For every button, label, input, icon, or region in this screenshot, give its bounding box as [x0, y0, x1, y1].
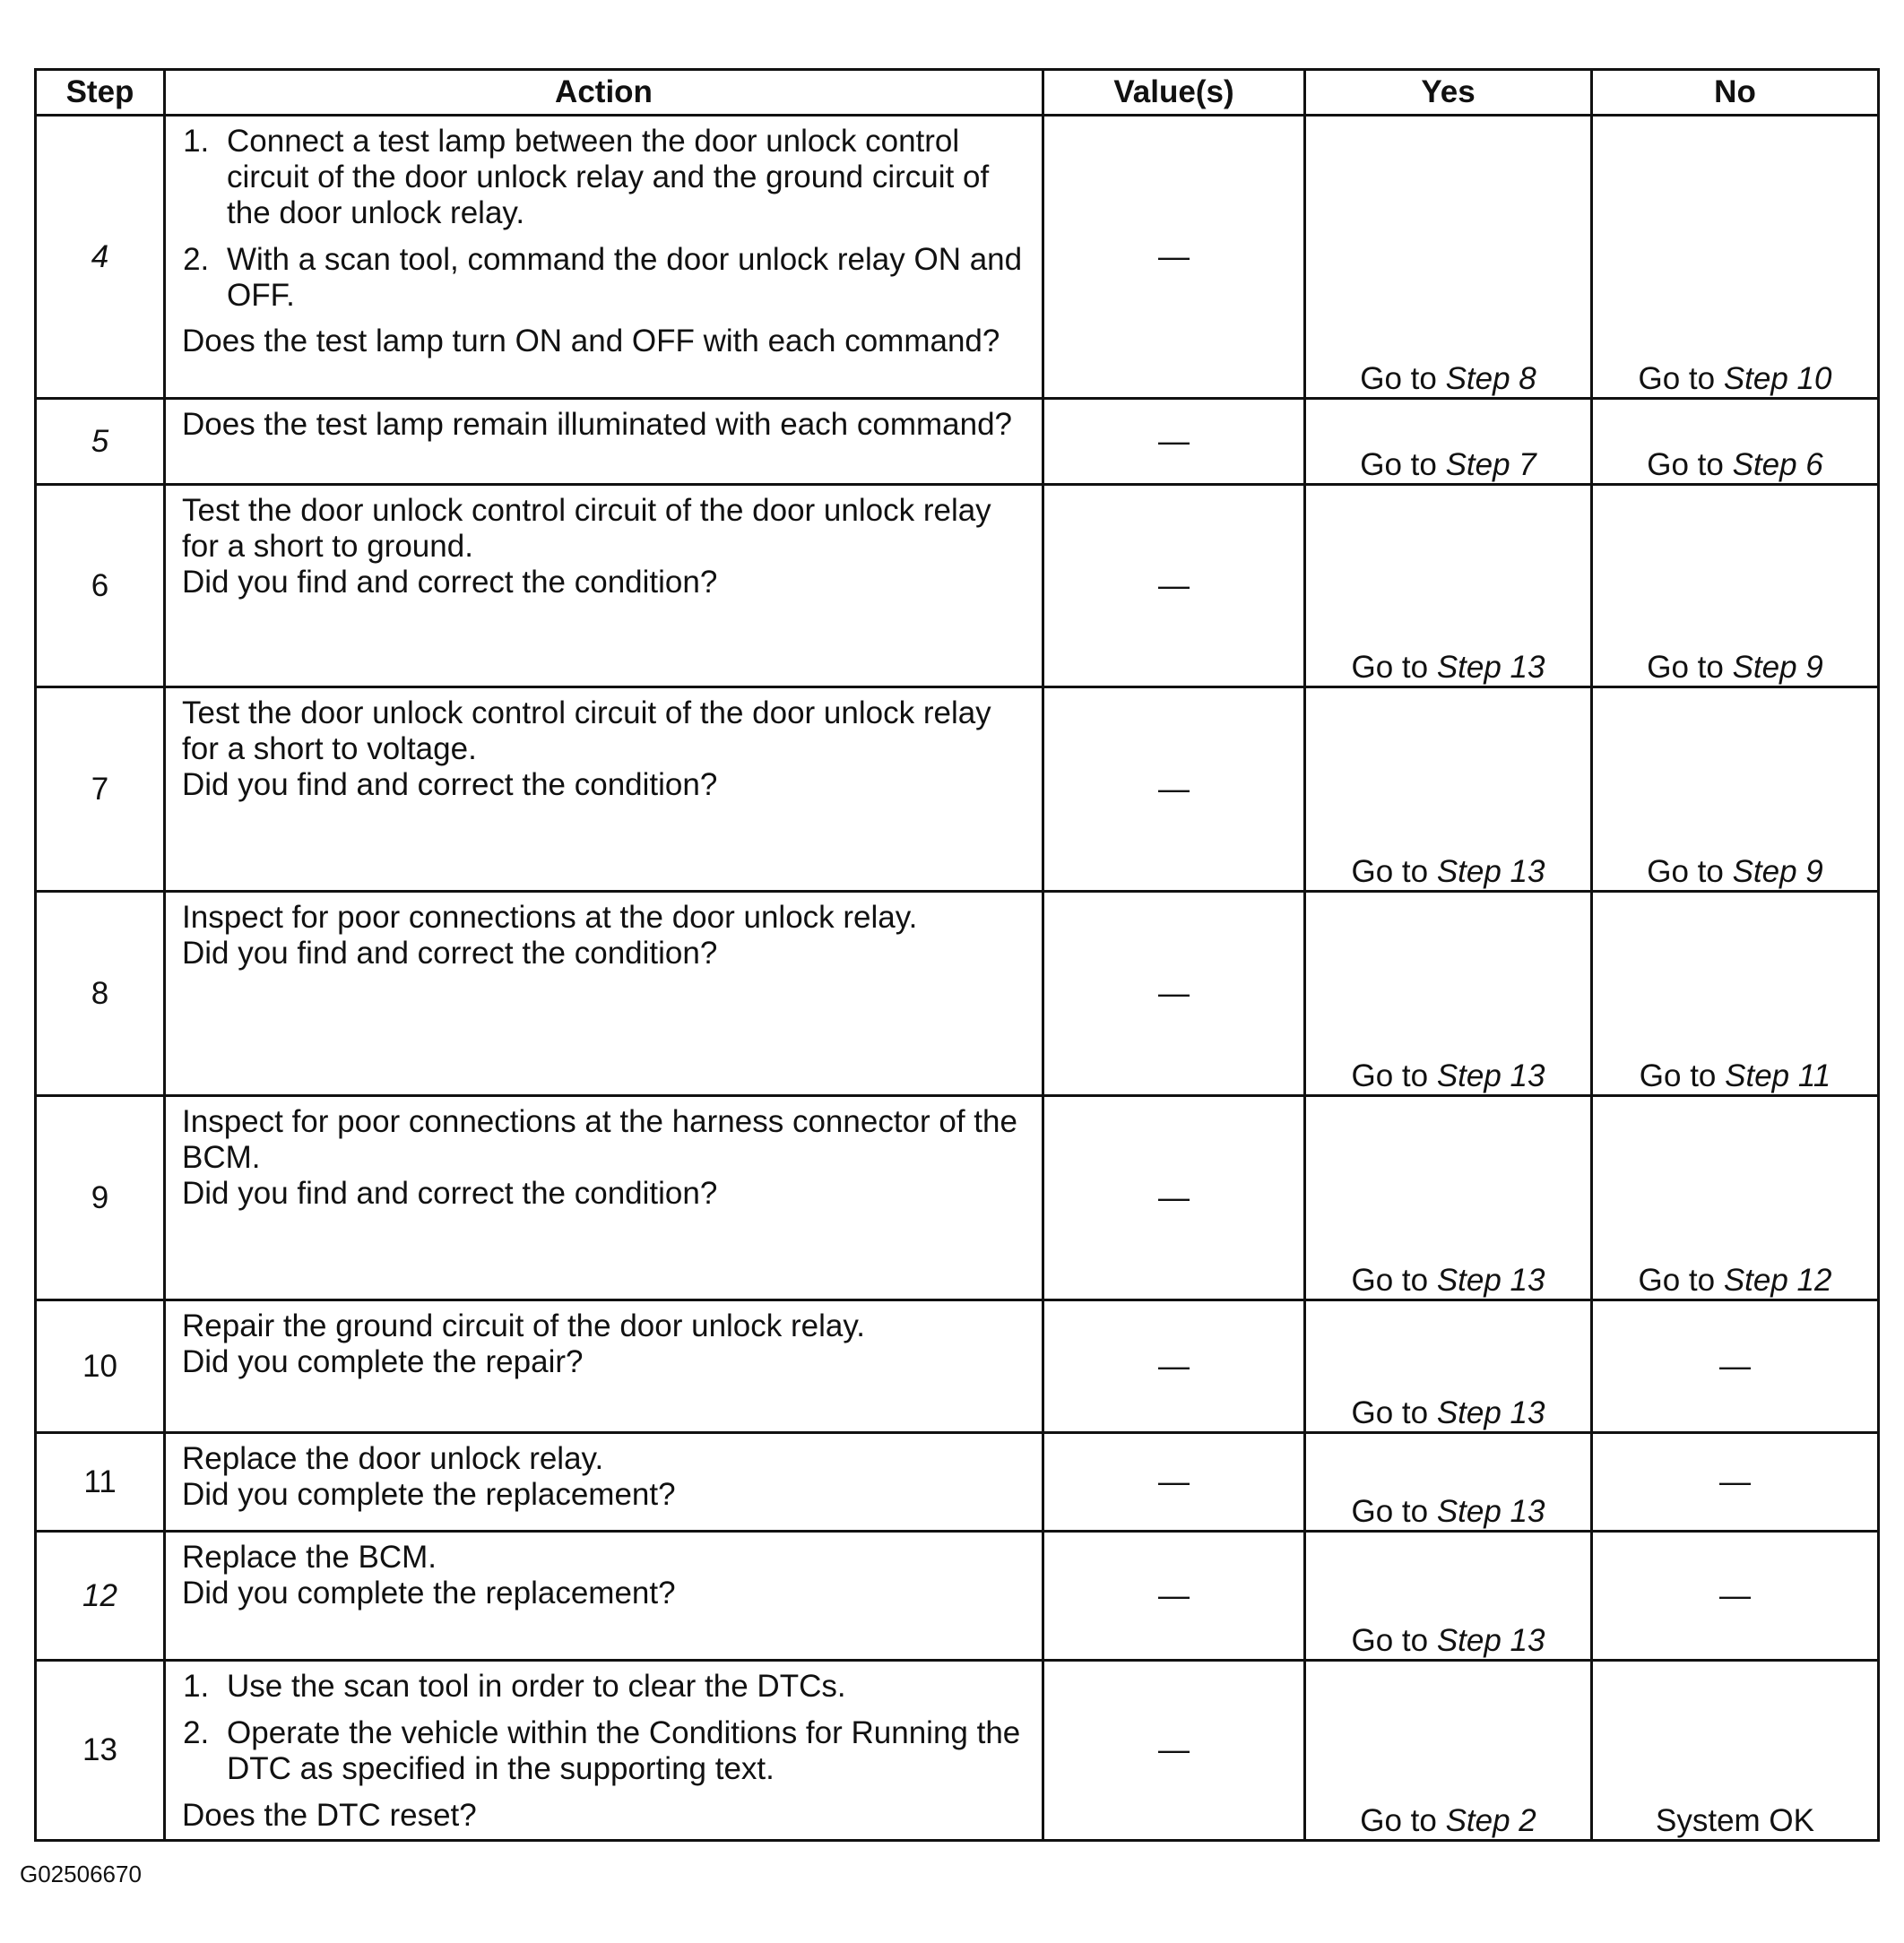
yes-result	[1305, 399, 1592, 485]
no-result	[1592, 892, 1879, 1096]
table-row	[36, 1532, 1879, 1661]
table-row	[36, 1661, 1879, 1841]
no-step-ref: Step 12	[1723, 1263, 1832, 1299]
question-text: Did you complete the replacement?	[182, 1575, 676, 1611]
no-result	[1592, 399, 1879, 485]
yes-result-text: Go to	[1351, 1395, 1437, 1431]
yes-result	[1305, 1532, 1592, 1661]
question-text: Does the test lamp turn ON and OFF with each command?	[182, 324, 1000, 359]
header-step: Step	[36, 70, 165, 116]
yes-result-text: Go to	[1360, 447, 1446, 483]
value-cell: —	[1043, 1300, 1305, 1433]
no-result-text: Go to	[1647, 447, 1733, 483]
no-result-text: —	[1719, 1464, 1751, 1499]
question-text: Did you complete the replacement?	[182, 1476, 676, 1512]
no-result	[1592, 1532, 1879, 1661]
header-row	[36, 70, 1879, 116]
question-text: Did you find and correct the condition?	[182, 935, 718, 971]
no-step-ref: Step 10	[1723, 361, 1832, 397]
value-cell: —	[1043, 116, 1305, 399]
no-result-text: Go to	[1638, 361, 1724, 397]
no-result	[1592, 1096, 1879, 1300]
instruction-text: Replace the BCM.	[182, 1540, 437, 1575]
header-yes: Yes	[1305, 70, 1592, 116]
yes-result	[1305, 1300, 1592, 1433]
yes-result	[1305, 892, 1592, 1096]
value-cell: —	[1043, 1661, 1305, 1841]
yes-result-text: Go to	[1351, 1494, 1437, 1530]
yes-result	[1305, 116, 1592, 399]
yes-step-ref: Step 13	[1436, 1263, 1545, 1299]
table-row	[36, 399, 1879, 485]
value-cell: —	[1043, 399, 1305, 485]
yes-step-ref: Step 8	[1445, 361, 1536, 397]
step-number: 11	[36, 1433, 165, 1532]
table-row	[36, 116, 1879, 399]
action-cell	[165, 1661, 1043, 1841]
yes-step-ref: Step 13	[1436, 854, 1545, 890]
no-result-text: Go to	[1639, 1058, 1726, 1094]
yes-result-text: Go to	[1360, 361, 1446, 397]
procedure-list	[182, 1669, 1029, 1787]
question-text: Does the DTC reset?	[182, 1797, 477, 1833]
instruction-text: Replace the door unlock relay.	[182, 1441, 604, 1476]
yes-step-ref: Step 13	[1436, 1395, 1545, 1431]
no-result	[1592, 1300, 1879, 1433]
procedure-item: 1. Connect a test lamp between the door unlock control circuit of the door unlock relay and the ground circuit of the door unlock relay.	[218, 124, 1029, 231]
action-cell	[165, 485, 1043, 687]
no-result	[1592, 1661, 1879, 1841]
step-number: 5	[36, 399, 165, 485]
question-text: Does the test lamp remain illuminated with each command?	[182, 407, 1012, 442]
yes-result	[1305, 1661, 1592, 1841]
table-row	[36, 687, 1879, 892]
value-cell: —	[1043, 485, 1305, 687]
no-result	[1592, 116, 1879, 399]
value-cell: —	[1043, 687, 1305, 892]
step-number: 9	[36, 1096, 165, 1300]
instruction-text: Test the door unlock control circuit of the door unlock relay for a short to ground.	[182, 493, 991, 564]
step-number: 6	[36, 485, 165, 687]
table-row	[36, 1433, 1879, 1532]
action-cell	[165, 1300, 1043, 1433]
action-cell	[165, 116, 1043, 399]
no-step-ref: Step 9	[1732, 854, 1823, 890]
step-number: 4	[36, 116, 165, 399]
no-result	[1592, 1433, 1879, 1532]
table-row	[36, 485, 1879, 687]
no-result	[1592, 687, 1879, 892]
table-row	[36, 1300, 1879, 1433]
no-result-text: Go to	[1647, 650, 1733, 686]
table-row	[36, 892, 1879, 1096]
instruction-text: Repair the ground circuit of the door unlock relay.	[182, 1308, 865, 1343]
yes-step-ref: Step 13	[1436, 650, 1545, 686]
question-text: Did you find and correct the condition?	[182, 1175, 718, 1211]
action-cell	[165, 892, 1043, 1096]
step-number: 8	[36, 892, 165, 1096]
yes-step-ref: Step 13	[1436, 1058, 1545, 1094]
no-result	[1592, 485, 1879, 687]
yes-step-ref: Step 13	[1436, 1623, 1545, 1659]
no-result-text: —	[1719, 1348, 1751, 1384]
value-cell: —	[1043, 892, 1305, 1096]
no-result-text: Go to	[1647, 854, 1733, 890]
step-number: 13	[36, 1661, 165, 1841]
instruction-text: Inspect for poor connections at the door unlock relay.	[182, 900, 918, 935]
yes-step-ref: Step 2	[1445, 1802, 1536, 1838]
yes-result-text: Go to	[1351, 854, 1437, 890]
yes-result-text: Go to	[1351, 1263, 1437, 1299]
header-no: No	[1592, 70, 1879, 116]
question-text: Did you find and correct the condition?	[182, 564, 718, 600]
no-result-text: Go to	[1638, 1263, 1724, 1299]
yes-result-text: Go to	[1351, 1058, 1437, 1094]
procedure-item: 2. Operate the vehicle within the Conditions for Running the DTC as specified in the supporting text.	[218, 1715, 1029, 1787]
action-cell	[165, 1433, 1043, 1532]
yes-result	[1305, 1433, 1592, 1532]
procedure-list	[182, 124, 1029, 313]
no-result-text: —	[1719, 1577, 1751, 1613]
value-cell: —	[1043, 1433, 1305, 1532]
step-number: 12	[36, 1532, 165, 1661]
yes-result-text: Go to	[1351, 650, 1437, 686]
action-cell	[165, 399, 1043, 485]
instruction-text: Inspect for poor connections at the harness connector of the BCM.	[182, 1104, 1017, 1175]
step-number: 10	[36, 1300, 165, 1433]
yes-result-text: Go to	[1360, 1802, 1446, 1838]
figure-code: G02506670	[20, 1861, 142, 1887]
procedure-item: 2. With a scan tool, command the door unlock relay ON and OFF.	[218, 242, 1029, 314]
action-cell	[165, 687, 1043, 892]
value-cell: —	[1043, 1532, 1305, 1661]
no-step-ref: Step 11	[1725, 1058, 1831, 1094]
yes-step-ref: Step 13	[1436, 1494, 1545, 1530]
no-step-ref: Step 9	[1732, 650, 1823, 686]
header-values: Value(s)	[1043, 70, 1305, 116]
yes-result	[1305, 687, 1592, 892]
procedure-item: 1. Use the scan tool in order to clear the DTCs.	[218, 1669, 1029, 1705]
step-number: 7	[36, 687, 165, 892]
header-action: Action	[165, 70, 1043, 116]
instruction-text: Test the door unlock control circuit of the door unlock relay for a short to voltage.	[182, 695, 991, 766]
table-row	[36, 1096, 1879, 1300]
yes-result	[1305, 1096, 1592, 1300]
action-cell	[165, 1096, 1043, 1300]
value-cell: —	[1043, 1096, 1305, 1300]
yes-result	[1305, 485, 1592, 687]
diagnostic-table	[34, 68, 1880, 1842]
no-step-ref: Step 6	[1732, 447, 1823, 483]
action-cell	[165, 1532, 1043, 1661]
question-text: Did you complete the repair?	[182, 1343, 584, 1379]
question-text: Did you find and correct the condition?	[182, 766, 718, 802]
yes-result-text: Go to	[1351, 1623, 1437, 1659]
yes-step-ref: Step 7	[1445, 447, 1536, 483]
no-result-text: System OK	[1656, 1802, 1814, 1838]
